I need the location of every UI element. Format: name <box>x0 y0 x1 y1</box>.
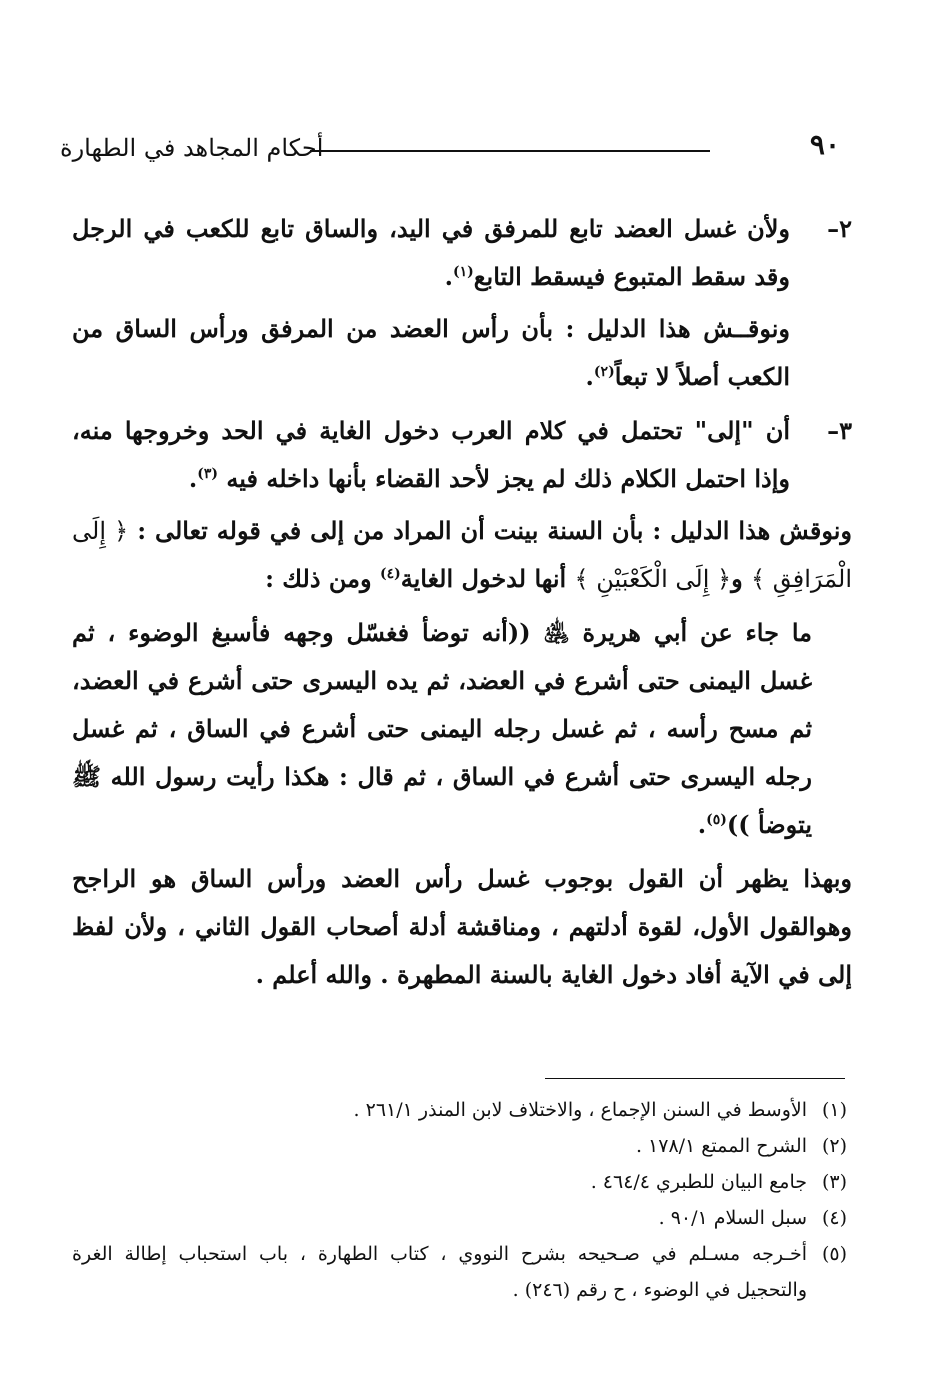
item-text <box>72 407 790 503</box>
rebuttal-2-text-b: أنها لدخول الغاية <box>400 564 567 593</box>
rebuttal-1-text: ونوقــش هذا الدليل : بأن رأس العضد من المرفق ورأس الساق من الكعب أصلاً لا تبعاً <box>72 314 790 391</box>
footnote-number: (٢) <box>821 1135 847 1157</box>
footnote-number: (٤) <box>821 1207 847 1229</box>
conjunction: و <box>731 564 743 593</box>
list-item-3 <box>72 407 852 503</box>
list-item-2 <box>72 205 852 301</box>
page-header <box>60 128 840 168</box>
item-2-text: ولأن غسل العضد تابع للمرفق في اليد، والساق تابع للكعب في الرجل وقد سقط المتبوع فيسقط التابع <box>72 214 790 291</box>
footnote <box>72 1164 847 1200</box>
rebuttal-2-text: ونوقش هذا الدليل : بأن السنة بينت أن المراد من إلى في قوله تعالى : <box>137 516 852 545</box>
hadith-quote <box>72 609 852 849</box>
hadith-text: ما جاء عن أبي هريرة ﵁ ((أنه توضأ فغسّل وجهه فأسبغ الوضوء ، ثم غسل اليمنى حتى أشرع في العضد، ثم يده اليسرى حتى أشرع في العضد، ثم مسح رأسه ، ثم غسل رجله اليمنى حتى أشرع في الساق ، ثم غسل رجله اليسرى حتى أشرع في الساق ، ثم قال : هكذا رأيت رسول الله ﷺ يتوضأ )) <box>72 618 812 839</box>
footnote <box>72 1200 847 1236</box>
period: . <box>188 464 198 493</box>
rebuttal-paragraph <box>72 305 852 401</box>
rebuttal-paragraph <box>72 507 852 603</box>
footnote-number: (١) <box>821 1099 847 1121</box>
rebuttal-2-text-c: ومن ذلك : <box>265 564 372 593</box>
main-text <box>72 205 852 1005</box>
conclusion-paragraph: وبهذا يظهر أن القول بوجوب غسل رأس العضد ورأس الساق هو الراجح وهوالقول الأول، لقوة أدلتهم ، ومناقشة أدلة أصحاب القول الثاني ، ولأن لفظ إلى في الآية أفاد دخول الغاية بالسنة المطهرة . والله أعلم . <box>72 864 852 989</box>
footnote <box>72 1092 847 1128</box>
footnote-ref: (١) <box>453 264 474 280</box>
footnote-text: الشرح الممتع ١٧٨/١ . <box>635 1135 807 1157</box>
footnote-separator <box>545 1078 845 1079</box>
footnote-ref: (٥) <box>706 812 727 828</box>
footnote <box>72 1236 847 1308</box>
period: . <box>697 810 707 839</box>
quran-verse: ﴿ إِلَى الْكَعْبَيْنِ ﴾ <box>574 565 732 593</box>
quran-verse: ﴿ إِلَى الْمَرَافِقِ ﴾ <box>72 517 852 593</box>
footnote-text: أخـرجه مسـلم في صـحيحه بشرح النووي ، كتاب الطهارة ، باب استحباب إطالة الغرة والتحجيل في الوضوء ، ح رقم (٢٤٦) . <box>72 1243 807 1301</box>
running-title: أحكام المجاهد في الطهارة <box>60 134 324 162</box>
footnote-text: سبل السلام ٩٠/١ . <box>658 1207 807 1229</box>
item-number: ٢– <box>827 214 852 243</box>
period: . <box>444 262 453 291</box>
footnotes <box>72 1092 847 1308</box>
footnote-ref: (٢) <box>593 364 615 380</box>
footnote-number: (٥) <box>821 1243 847 1265</box>
period: . <box>585 362 594 391</box>
item-3-text: أن "إلى" تحتمل في كلام العرب دخول الغاية في الحد وخروجها منه، وإذا احتمل الكلام ذلك لم يجز لأحد القضاء بأنها داخله فيه <box>72 416 791 493</box>
page-number: ٩٠ <box>809 128 840 161</box>
header-rule <box>310 150 710 152</box>
footnote-ref: (٤) <box>379 566 401 582</box>
item-text <box>72 205 790 301</box>
footnote-number: (٣) <box>821 1171 847 1193</box>
footnote-text: جامع البيان للطبري ٤٦٤/٤ . <box>590 1171 807 1193</box>
footnote <box>72 1128 847 1164</box>
item-number: ٣– <box>827 416 852 445</box>
footnote-ref: (٣) <box>197 466 219 482</box>
footnote-text: الأوسط في السنن الإجماع ، والاختلاف لابن المنذر ٢٦١/١ . <box>353 1099 807 1121</box>
